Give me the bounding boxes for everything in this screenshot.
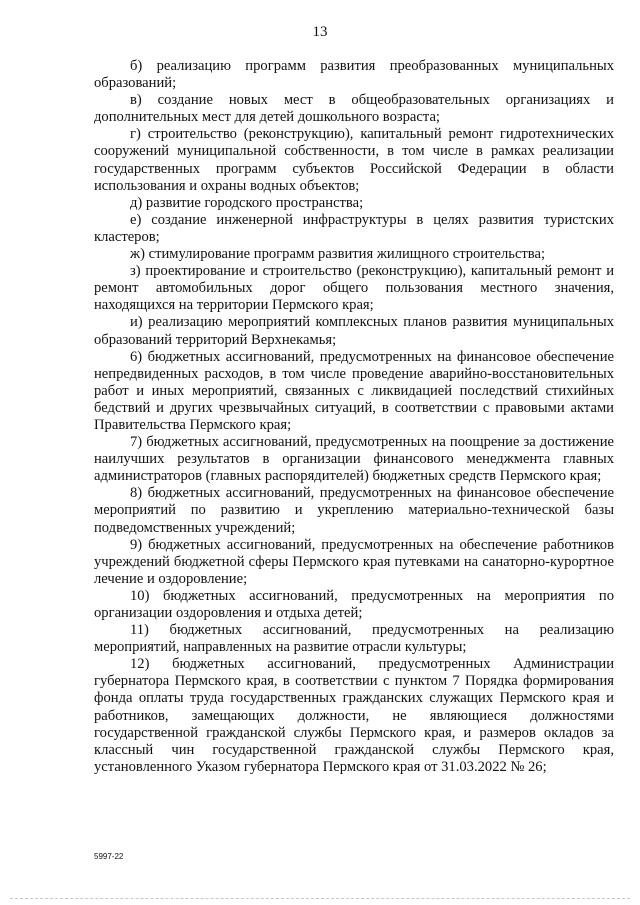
paragraph-point-12: 12) бюджетных ассигнований, предусмотренных Администрации губернатора Пермского края, в соответствии с пунктом 7 Порядка формирования фонда оплаты труда государственных гражданских служащих Пермского края и работников, замещающих должности, не являющиеся должностями государственной гражданской службы Пермского края, и размеров окладов за классный чин государственной гражданской службы Пермского края, установленного Указом губернатора Пермского края от 31.03.2022 № 26; xyxy=(94,656,614,775)
paragraph-point-9: 9) бюджетных ассигнований, предусмотренных на обеспечение работников учреждений бюджетной сферы Пермского края путевками на санаторно-курортное лечение и оздоровление; xyxy=(94,536,614,587)
document-code: 5997-22 xyxy=(94,852,124,861)
paragraph-item-b: б) реализацию программ развития преобразованных муниципальных образований; xyxy=(94,58,614,92)
paragraph-point-8: 8) бюджетных ассигнований, предусмотренных на финансовое обеспечение мероприятий по развитию и укреплению материально-технической базы подведомственных учреждений; xyxy=(94,485,614,536)
paragraph-item-zh: ж) стимулирование программ развития жилищного строительства; xyxy=(130,246,546,263)
paragraph-item-e: е) создание инженерной инфраструктуры в целях развития туристских кластеров; xyxy=(94,211,614,245)
paragraph-point-10: 10) бюджетных ассигнований, предусмотренных на мероприятия по организации оздоровления и отдыха детей; xyxy=(94,587,614,621)
paragraph-item-z: з) проектирование и строительство (реконструкцию), капитальный ремонт и ремонт автомобильных дорог общего пользования местного значения, находящихся на территории Пермского края; xyxy=(94,263,614,314)
paragraph-item-v: в) создание новых мест в общеобразовательных организациях и дополнительных мест для детей дошкольного возраста; xyxy=(94,92,614,126)
paragraph-item-d: д) развитие городского пространства; xyxy=(130,194,364,211)
page-number: 13 xyxy=(312,24,328,40)
document-body xyxy=(94,58,614,776)
scan-bottom-edge xyxy=(10,898,630,899)
paragraph-point-11: 11) бюджетных ассигнований, предусмотренных на реализацию мероприятий, направленных на развитие отрасли культуры; xyxy=(94,622,614,656)
paragraph-point-6: 6) бюджетных ассигнований, предусмотренных на финансовое обеспечение непредвиденных расходов, в том числе проведение аварийно-восстановительных работ и иных мероприятий, связанных с ликвидацией последствий стихийных бедствий и других чрезвычайных ситуаций, в соответствии с правовыми актами Правительства Пермского края; xyxy=(94,348,614,433)
paragraph-item-g: г) строительство (реконструкцию), капитальный ремонт гидротехнических сооружений муниципальной собственности, в том числе в рамках реализации государственных программ субъектов Российской Федерации в области использования и охраны водных объектов; xyxy=(94,126,614,194)
paragraph-point-7: 7) бюджетных ассигнований, предусмотренных на поощрение за достижение наилучших результатов в организации финансового менеджмента главных администраторов (главных распорядителей) бюджетных средств Пермского края; xyxy=(94,434,614,485)
paragraph-item-i: и) реализацию мероприятий комплексных планов развития муниципальных образований территорий Верхнекамья; xyxy=(94,314,614,348)
